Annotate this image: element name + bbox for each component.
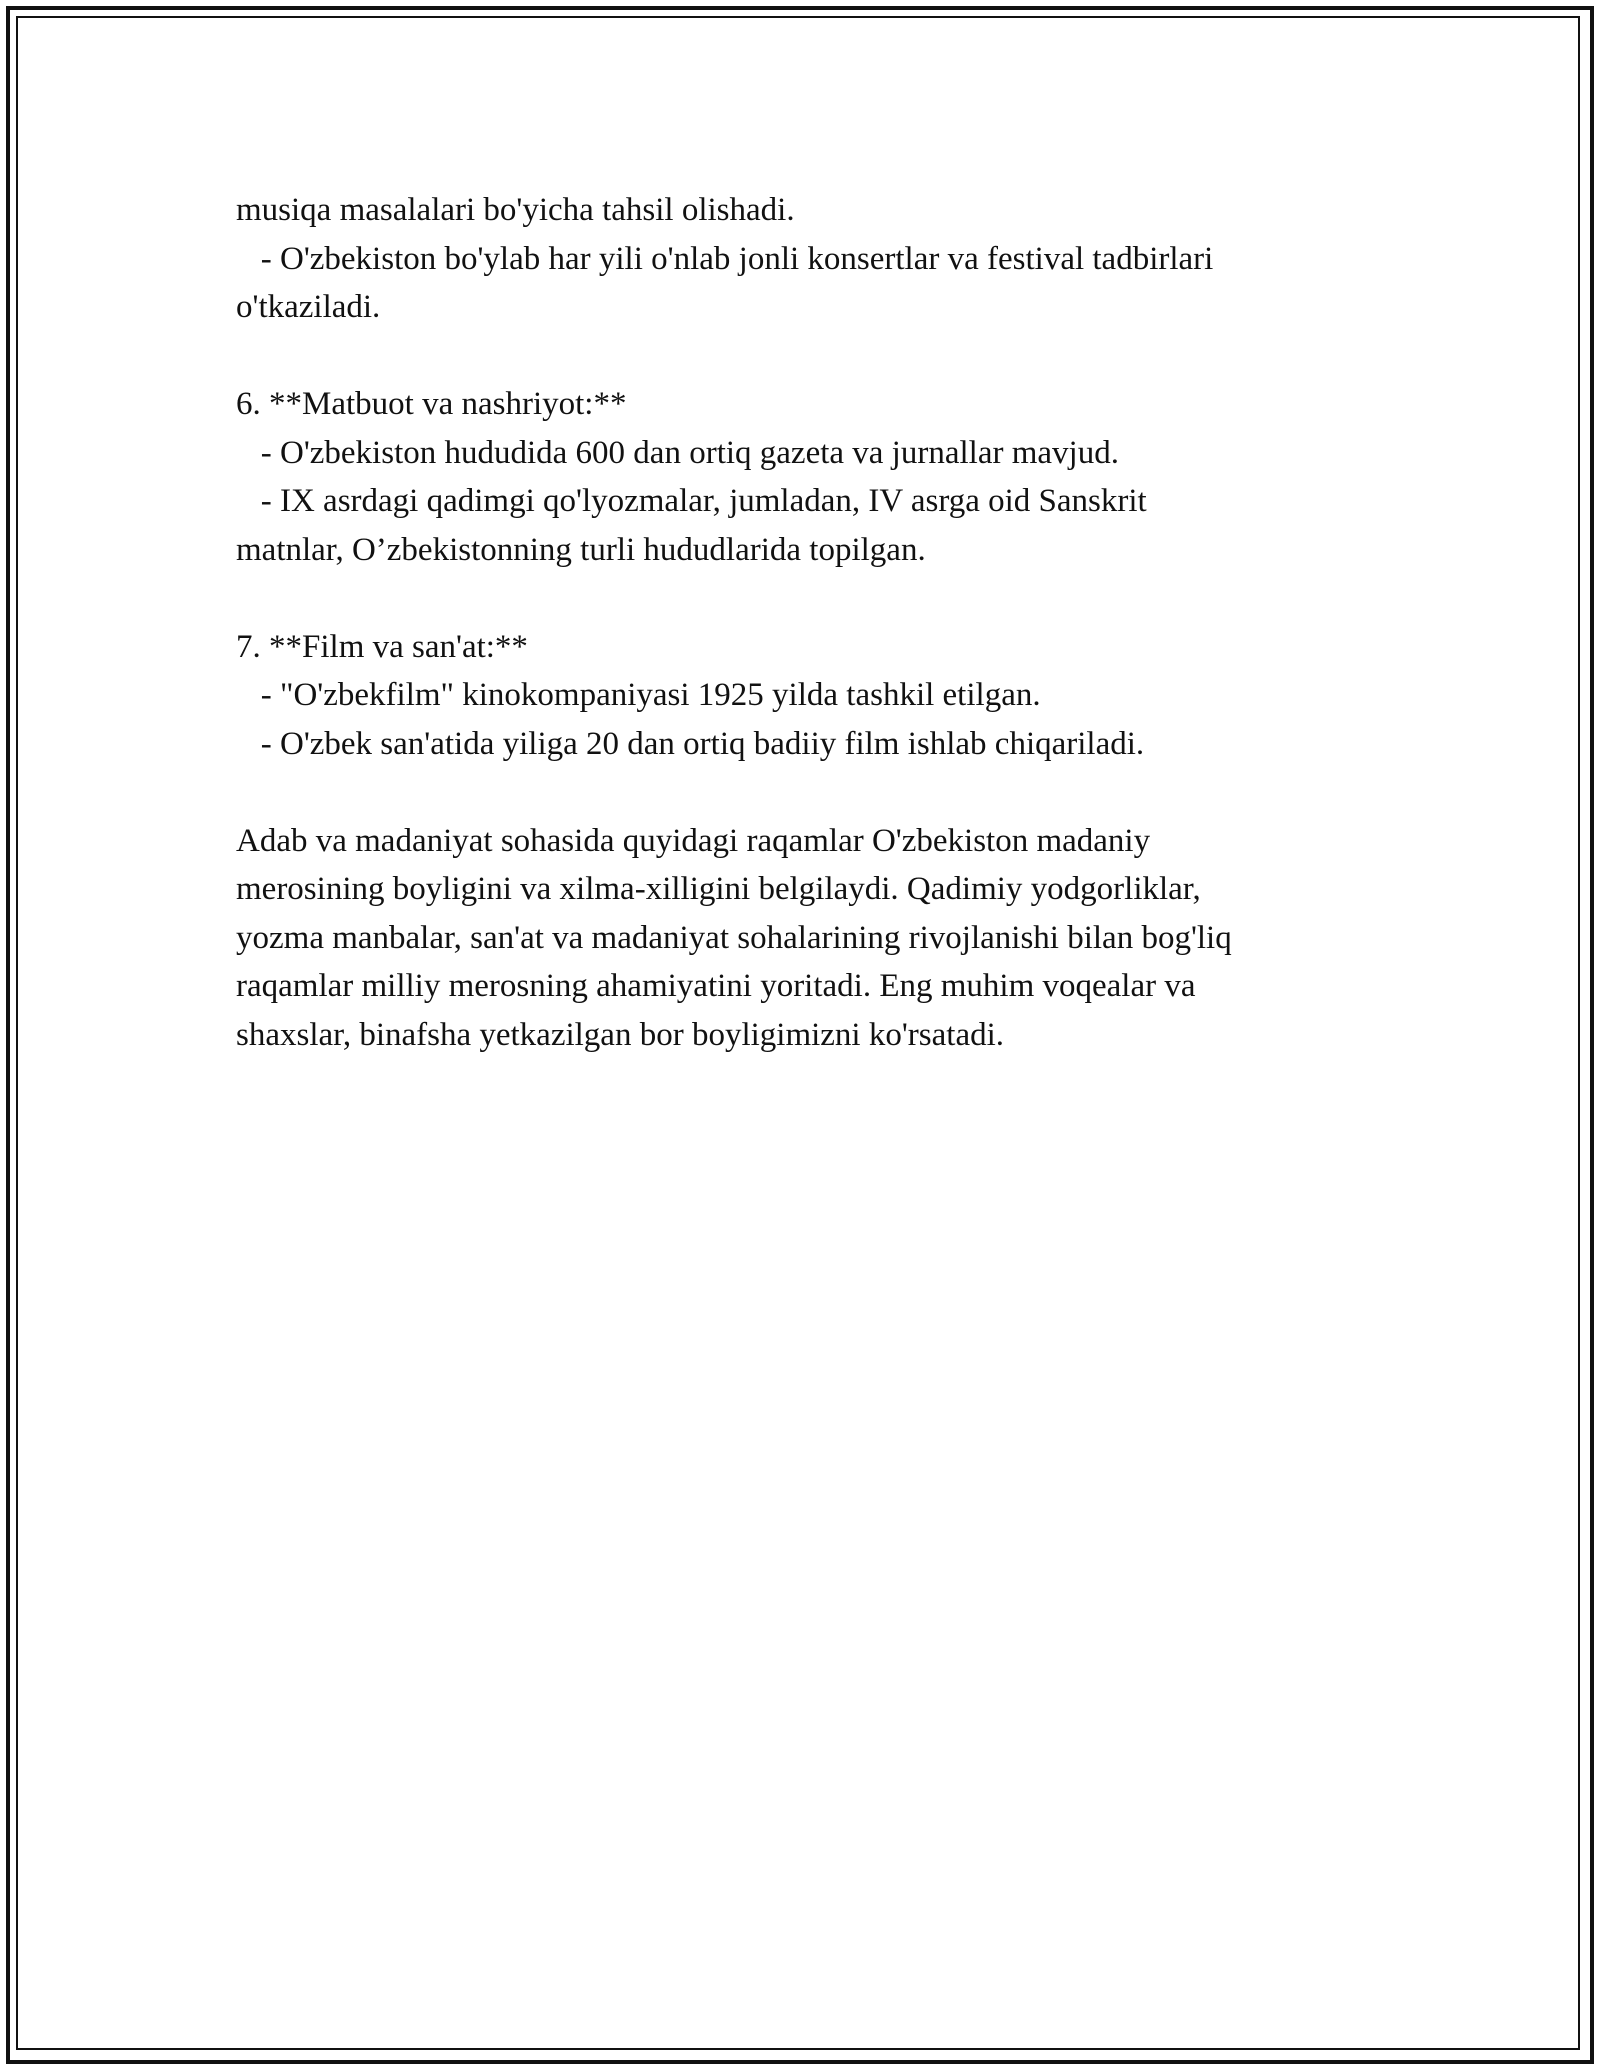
text-line: o'tkaziladi. bbox=[236, 289, 381, 325]
text-line: - IX asrdagi qadimgi qo'lyozmalar, jumladan, IV asrga oid Sanskrit bbox=[236, 483, 1147, 519]
text-line: - "O'zbekfilm" kinokompaniyasi 1925 yilda tashkil etilgan. bbox=[236, 677, 1041, 713]
text-line: Adab va madaniyat sohasida quyidagi raqamlar O'zbekiston madaniy bbox=[236, 822, 1151, 859]
paragraph-gap bbox=[236, 332, 1376, 381]
text-line: - O'zbekiston hududida 600 dan ortiq gazeta va jurnallar mavjud. bbox=[236, 434, 1119, 471]
text-line: musiqa masalalari bo'yicha tahsil olishadi. bbox=[236, 192, 795, 228]
text-line: shaxslar, binafsha yetkazilgan bor boyligimizni ko'rsatadi. bbox=[236, 1016, 1005, 1053]
document-body bbox=[236, 186, 1376, 1059]
text-line: - O'zbek san'atida yiliga 20 dan ortiq badiiy film ishlab chiqariladi. bbox=[236, 725, 1145, 762]
paragraph-gap bbox=[236, 574, 1376, 623]
text-line: yozma manbalar, san'at va madaniyat sohalarining rivojlanishi bilan bog'liq bbox=[236, 919, 1232, 956]
paragraph-gap bbox=[236, 768, 1376, 817]
section-heading: 6. **Matbuot va nashriyot:** bbox=[236, 386, 627, 422]
text-line: - O'zbekiston bo'ylab har yili o'nlab jonli konsertlar va festival tadbirlari bbox=[236, 240, 1214, 277]
section-heading: 7. **Film va san'at:** bbox=[236, 628, 528, 665]
text-line: raqamlar milliy merosning ahamiyatini yoritadi. Eng muhim voqealar va bbox=[236, 968, 1196, 1004]
text-line: merosining boyligini va xilma-xilligini belgilaydi. Qadimiy yodgorliklar, bbox=[236, 871, 1201, 907]
text-line: matnlar, O’zbekistonning turli hududlarida topilgan. bbox=[236, 531, 926, 568]
